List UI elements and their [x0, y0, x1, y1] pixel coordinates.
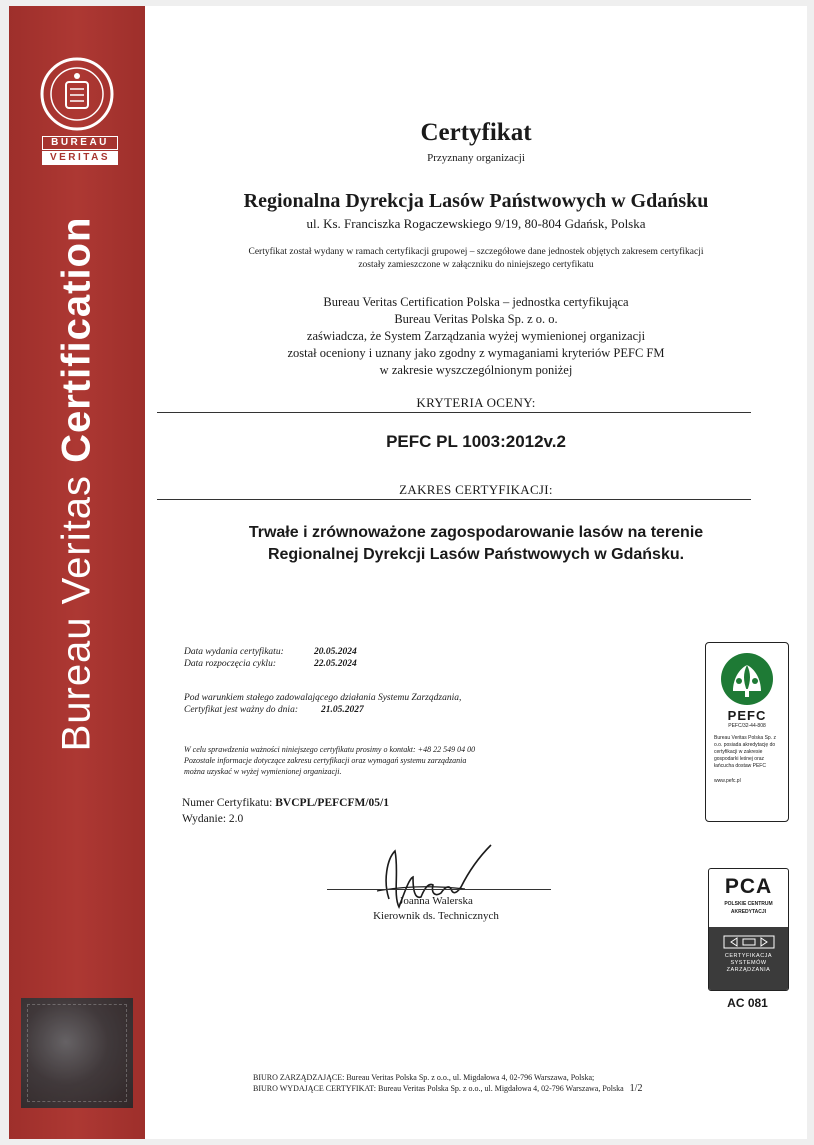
validity-condition: Pod warunkiem stałego zadowalającego działania Systemu Zarządzania, — [184, 693, 462, 703]
divider — [157, 412, 751, 413]
contact-info — [184, 744, 475, 777]
pca-cert-panel — [709, 927, 788, 990]
pca-cert-3: ZARZĄDZANIA — [726, 967, 771, 973]
group-note — [145, 246, 807, 272]
validity-date-value: 21.05.2027 — [321, 705, 364, 715]
footer-line: BIURO ZARZĄDZAJĄCE: Bureau Veritas Polska Sp. z o.o., ul. Migdałowa 4, 02-796 Warszawa, Polska; — [253, 1073, 595, 1082]
contact-line: można uzyskać w wyżej wymienionej organizacji. — [184, 767, 342, 776]
pefc-info: Bureau Veritas Polska Sp. z o.o. posiada akredytację do certyfikacji w zakresie gospodarki leśnej oraz łańcucha dostaw PEFC — [714, 735, 776, 769]
pca-cert-1: CERTYFIKACJA — [724, 953, 773, 959]
signatory-role: Kierownik ds. Technicznych — [373, 910, 499, 922]
scope-line: Trwałe i zrównoważone zagospodarowanie lasów na terenie — [248, 524, 704, 541]
edition — [182, 812, 243, 827]
validity-label: Certyfikat jest ważny do dnia: — [184, 705, 298, 715]
group-note-line: zostały zamieszczone w załączniku do niniejszego certyfikatu — [358, 260, 594, 270]
certification-statement — [145, 294, 807, 379]
statement-line: Bureau Veritas Certification Polska – jednostka certyfikująca — [323, 295, 629, 309]
certificate-number-value: BVCPL/PEFCFM/05/1 — [275, 797, 389, 809]
pca-badge — [708, 868, 789, 991]
pca-cert-2: SYSTEMÓW — [730, 960, 767, 966]
footer — [253, 1072, 642, 1094]
issue-date-label: Data wydania certyfikatu: — [184, 647, 284, 657]
footer-line: BIURO WYDAJĄCE CERTYFIKAT: Bureau Veritas Polska Sp. z o.o., ul. Migdałowa 4, 02-796 Warszawa, Polska — [253, 1084, 624, 1093]
pefc-www: www.pefc.pl — [714, 778, 741, 784]
organization-name: Regionalna Dyrekcja Lasów Państwowych w Gdańsku — [243, 190, 709, 212]
pefc-logo-icon — [719, 651, 775, 707]
statement-line: zaświadcza, że System Zarządzania wyżej wymienionej organizacji — [306, 329, 646, 343]
accreditation-number: AC 081 — [727, 996, 768, 1010]
issue-date-value: 20.05.2024 — [314, 647, 357, 657]
edition-value: 2.0 — [228, 813, 244, 825]
divider — [157, 499, 751, 500]
edition-label: Wydanie: — [182, 813, 227, 825]
group-note-line: Certyfikat został wydany w ramach certyfikacji grupowej – szczegółowe dane jednostek objętych zakresem certyfikacji — [248, 247, 704, 257]
certificate-page — [9, 6, 807, 1139]
statement-line: Bureau Veritas Polska Sp. z o. o. — [394, 312, 558, 326]
bureau-veritas-seal-icon — [39, 56, 115, 132]
criteria-label: KRYTERIA OCENY: — [416, 395, 536, 410]
granted-to-label: Przyznany organizacji — [427, 152, 525, 164]
pefc-word: PEFC — [727, 708, 767, 723]
pca-sub-2: AKREDYTACJI — [730, 909, 767, 915]
pca-sub-1: POLSKIE CENTRUM — [724, 901, 773, 907]
certificate-number — [182, 796, 389, 811]
pefc-code: PEFC/32-44-808 — [728, 723, 766, 729]
organization-address: ul. Ks. Franciszka Rogaczewskiego 9/19, 80-804 Gdańsk, Polska — [306, 216, 646, 231]
vertical-brand-light: Bureau Veritas — [54, 462, 99, 752]
brand-band — [9, 6, 145, 1139]
scope-label: ZAKRES CERTYFIKACJI: — [399, 482, 553, 497]
vertical-brand-bold: Certification — [54, 216, 99, 463]
criteria-value: PEFC PL 1003:2012v.2 — [386, 432, 566, 451]
signatory — [331, 894, 541, 924]
hologram-sticker — [21, 998, 133, 1108]
statement-line: został oceniony i uznany jako zgodny z wymaganiami kryteriów PEFC FM — [287, 346, 665, 360]
signature-line — [327, 889, 551, 890]
scope-line: Regionalnej Dyrekcji Lasów Państwowych w Gdańsku. — [267, 546, 685, 563]
pca-word: PCA — [724, 875, 773, 898]
veritas-wordmark: VERITAS — [42, 151, 118, 165]
page-number: 1/2 — [629, 1083, 643, 1094]
cycle-date-value: 22.05.2024 — [314, 659, 357, 669]
contact-line: Pozostałe informacje dotyczące zakresu certyfikacji oraz wymagań systemu zarządzania — [184, 756, 467, 765]
certificate-title: Certyfikat — [420, 119, 532, 146]
statement-line: w zakresie wyszczególnionym poniżej — [379, 363, 573, 377]
pca-emblem-icon — [723, 935, 775, 949]
pefc-badge — [705, 642, 789, 822]
certificate-number-label: Numer Certyfikatu: — [182, 797, 273, 809]
scope-text — [145, 522, 807, 566]
cycle-date-label: Data rozpoczęcia cyklu: — [184, 659, 276, 669]
contact-line: W celu sprawdzenia ważności niniejszego certyfikatu prosimy o kontakt: +48 22 549 04 00 — [184, 745, 476, 754]
signatory-name: Joanna Walerska — [399, 895, 473, 907]
bureau-wordmark: BUREAU — [42, 136, 118, 150]
